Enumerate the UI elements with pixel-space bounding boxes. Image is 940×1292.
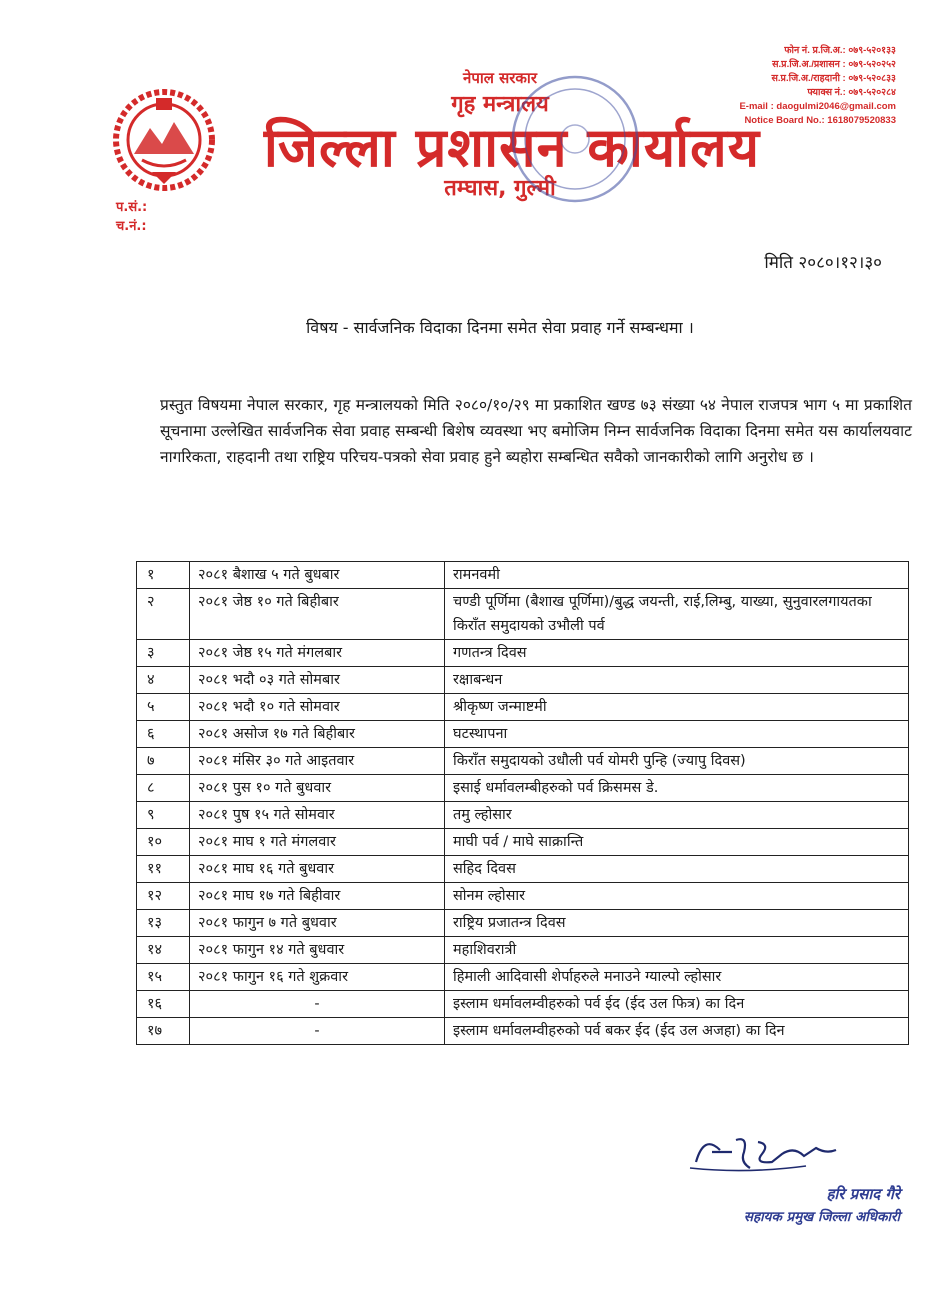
signature-icon xyxy=(686,1128,886,1178)
table-row xyxy=(137,883,909,910)
serial-cell: ७ xyxy=(137,748,190,775)
occasion-cell: सोनम ल्होसार xyxy=(445,883,909,910)
table-row xyxy=(137,802,909,829)
table-row xyxy=(137,910,909,937)
date-cell: २०८१ जेष्ठ १५ गते मंगलबार xyxy=(190,640,445,667)
occasion-cell: राष्ट्रिय प्रजातन्त्र दिवस xyxy=(445,910,909,937)
date-cell: - xyxy=(190,991,445,1018)
letter-subject: विषय - सार्वजनिक विदाका दिनमा समेत सेवा प्रवाह गर्ने सम्बन्धमा । xyxy=(306,318,694,337)
table-row xyxy=(137,562,909,589)
serial-cell: १४ xyxy=(137,937,190,964)
serial-cell: ८ xyxy=(137,775,190,802)
date-cell: २०८१ असोज १७ गते बिहीबार xyxy=(190,721,445,748)
signatory-name: हरि प्रसाद गैरे xyxy=(826,1185,900,1203)
date-cell: - xyxy=(190,1018,445,1045)
occasion-cell: घटस्थापना xyxy=(445,721,909,748)
table-row xyxy=(137,748,909,775)
table-row xyxy=(137,640,909,667)
ps-label: प.सं.: xyxy=(116,200,148,215)
serial-cell: १६ xyxy=(137,991,190,1018)
table-row xyxy=(137,775,909,802)
occasion-cell: इस्लाम धर्मावलम्वीहरुको पर्व ईद (ईद उल फित्र) का दिन xyxy=(445,991,909,1018)
table-row xyxy=(137,856,909,883)
occasion-cell: चण्डी पूर्णिमा (बैशाख पूर्णिमा)/बुद्ध जयन्ती, राई,लिम्बु, याख्या, सुनुवारलगायतका किराँत समुदायको उभौली पर्व xyxy=(445,589,909,640)
table-row xyxy=(137,829,909,856)
cn-label: च.नं.: xyxy=(116,219,147,234)
holiday-table xyxy=(136,561,909,1045)
date-cell: २०८१ भदौ १० गते सोमवार xyxy=(190,694,445,721)
contact-line: फोन नं. प्र.जि.अ.: ०७९-५२०१३३ xyxy=(784,45,896,56)
occasion-cell: महाशिवरात्री xyxy=(445,937,909,964)
table-row xyxy=(137,991,909,1018)
date-cell: २०८१ माघ १६ गते बुधवार xyxy=(190,856,445,883)
occasion-cell: तमु ल्होसार xyxy=(445,802,909,829)
occasion-cell: गणतन्त्र दिवस xyxy=(445,640,909,667)
letter-body: प्रस्तुत विषयमा नेपाल सरकार, गृह मन्त्रालयको मिति २०८०/१०/२९ मा प्रकाशित खण्ड ७३ संख्या ५४ नेपाल राजपत्र भाग ५ मा प्रकाशित सूचनामा उल्लेखित सार्वजनिक सेवा प्रवाह सम्बन्धी बिशेष व्यवस्था भए बमोजिम निम्न सार्वजनिक विदाका दिनमा समेत यस कार्यालयवाट नागरिकता, राहदानी तथा राष्ट्रिय परिचय-पत्रको सेवा प्रवाह हुने ब्यहोरा सम्बन्धित सवैको जानकारीको लागि अनुरोध छ । xyxy=(160,396,912,466)
table-row xyxy=(137,589,909,640)
date-cell: २०८१ मंसिर ३० गते आइतवार xyxy=(190,748,445,775)
table-row xyxy=(137,721,909,748)
serial-cell: १० xyxy=(137,829,190,856)
occasion-cell: इसाई धर्मावलम्बीहरुको पर्व क्रिसमस डे. xyxy=(445,775,909,802)
date-cell: २०८१ बैशाख ५ गते बुधबार xyxy=(190,562,445,589)
occasion-cell: रामनवमी xyxy=(445,562,909,589)
occasion-cell: किराँत समुदायको उधौली पर्व योमरी पुन्हि (ज्यापु दिवस) xyxy=(445,748,909,775)
serial-cell: १५ xyxy=(137,964,190,991)
occasion-cell: माघी पर्व / माघे साक्रान्ति xyxy=(445,829,909,856)
table-row xyxy=(137,1018,909,1045)
date-cell: २०८१ भदौ ०३ गते सोमबार xyxy=(190,667,445,694)
serial-cell: १३ xyxy=(137,910,190,937)
contact-notice-board: Notice Board No.: 1618079520833 xyxy=(744,115,896,126)
serial-cell: २ xyxy=(137,589,190,640)
serial-cell: १ xyxy=(137,562,190,589)
occasion-cell: श्रीकृष्ण जन्माष्टमी xyxy=(445,694,909,721)
table-row xyxy=(137,694,909,721)
date-cell: २०८१ पुस १० गते बुधवार xyxy=(190,775,445,802)
contact-block xyxy=(700,44,896,128)
office-stamp-icon xyxy=(500,64,650,214)
serial-cell: १२ xyxy=(137,883,190,910)
serial-cell: १७ xyxy=(137,1018,190,1045)
reference-block xyxy=(116,198,147,236)
date-cell: २०८१ फागुन १६ गते शुक्रवार xyxy=(190,964,445,991)
date-cell: २०८१ फागुन ७ गते बुधवार xyxy=(190,910,445,937)
date-cell: २०८१ फागुन १४ गते बुधवार xyxy=(190,937,445,964)
contact-email: E-mail : daogulmi2046@gmail.com xyxy=(739,101,896,112)
serial-cell: ९ xyxy=(137,802,190,829)
date-cell: २०८१ पुष १५ गते सोमवार xyxy=(190,802,445,829)
date-cell: २०८१ माघ १७ गते बिहीवार xyxy=(190,883,445,910)
contact-line: स.प्र.जि.अ./राहदानी : ०७९-५२०८३३ xyxy=(771,73,896,84)
serial-cell: ३ xyxy=(137,640,190,667)
serial-cell: ५ xyxy=(137,694,190,721)
nepal-emblem-icon xyxy=(112,88,216,192)
ministry-name: गृह मन्त्रालय xyxy=(451,92,549,117)
government-name: नेपाल सरकार xyxy=(463,69,537,87)
occasion-cell: सहिद दिवस xyxy=(445,856,909,883)
table-row xyxy=(137,937,909,964)
serial-cell: ६ xyxy=(137,721,190,748)
serial-cell: ११ xyxy=(137,856,190,883)
occasion-cell: हिमाली आदिवासी शेर्पाहरुले मनाउने ग्याल्पो ल्होसार xyxy=(445,964,909,991)
contact-line: फ्याक्स नं.: ०७९-५२०२८४ xyxy=(807,87,896,98)
date-cell: २०८१ जेष्ठ १० गते बिहीबार xyxy=(190,589,445,640)
office-location: तम्घास, गुल्मी xyxy=(444,176,556,201)
date-cell: २०८१ माघ १ गते मंगलवार xyxy=(190,829,445,856)
table-row xyxy=(137,667,909,694)
letter-date: मिति २०८०।१२।३० xyxy=(764,253,882,273)
office-name: जिल्ला प्रशासन कार्यालय xyxy=(263,116,761,179)
contact-line: स.प्र.जि.अ./प्रशासन : ०७९-५२०२५२ xyxy=(772,59,896,70)
table-row xyxy=(137,964,909,991)
occasion-cell: रक्षाबन्धन xyxy=(445,667,909,694)
signatory-title: सहायक प्रमुख जिल्ला अधिकारी xyxy=(743,1209,900,1225)
occasion-cell: इस्लाम धर्मावलम्वीहरुको पर्व बकर ईद (ईद उल अजहा) का दिन xyxy=(445,1018,909,1045)
serial-cell: ४ xyxy=(137,667,190,694)
